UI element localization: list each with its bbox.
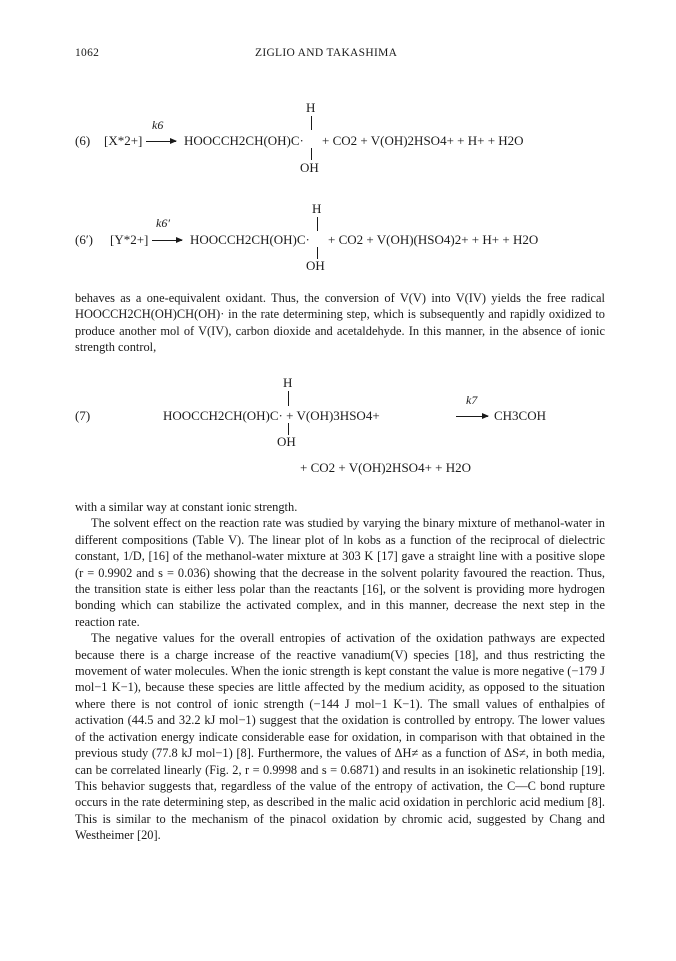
paragraph-oxidant-text: behaves as a one-equivalent oxidant. Thus, the conversion of V(V) into V(IV) yields the free radical HOOCCH2CH(OH)CH(OH)· in the rate determining step, which is subsequently and rapidly oxidized to produce another mol of V(IV), carbon dioxide and acetaldehyde. In this manner, in the absence of ionic strength control, — [75, 291, 605, 355]
eq6-rate-const: k6 — [152, 118, 164, 132]
eq7-product: CH3COH — [494, 408, 547, 423]
eq7-label: (7) — [75, 408, 91, 423]
eq6-products-rest: + CO2 + V(OH)2HSO4+ + H+ + H2O — [322, 133, 524, 148]
paragraph-oxidant — [75, 290, 605, 356]
eq7-second-line: + CO2 + V(OH)2HSO4+ + H2O — [300, 460, 472, 475]
eq6-bottom-bond — [311, 148, 312, 160]
eq6p-label: (6′) — [75, 232, 94, 247]
eq6p-product-main: HOOCCH2CH(OH)C· — [190, 232, 310, 247]
page-number: 1062 — [75, 47, 100, 59]
eq6p-bottom-group: OH — [306, 258, 325, 273]
eq7-rate-const: k7 — [466, 393, 478, 407]
eq6-top-bond — [311, 116, 312, 130]
eq7-top-bond — [288, 391, 289, 406]
eq6-reactant: [X*2+] — [104, 133, 143, 148]
eq6-label: (6) — [75, 133, 91, 148]
eq6-product-main: HOOCCH2CH(OH)C· — [184, 133, 304, 148]
eq6p-arrow — [152, 240, 182, 241]
paragraph-constant-ionic: with a similar way at constant ionic strength. — [75, 500, 298, 514]
eq6p-reactant: [Y*2+] — [110, 232, 149, 247]
eq6p-top-bond — [317, 217, 318, 231]
eq6p-top-atom: H — [312, 201, 322, 216]
paragraph-entropies: The negative values for the overall entropies of activation of the oxidation pathways are expected because there is a charge increase of the reactive vanadium(V) species [18], and thus restricting the movement of water molecules. When the ionic strength is kept constant the value is more negative (−179 J mol−1 K−1), because these species are little affected by the medium acidity, as opposed to the situation where there is not control of ionic strength (−144 J mol−1 K−1). The small values of enthalpies of activation (44.5 and 32.2 kJ mol−1) suggest that the oxidation is controlled by entropy. The lower values of the activation energy indicate considerable ease for oxidation, in comparison with that obtained in the previous study (77.8 kJ mol−1) [8]. Furthermore, the values of ΔH≠ as a function of ΔS≠, in both media, can be correlated linearly (Fig. 2, r = 0.9998 and s = 0.6871) and results in an isokinetic relationship [19]. This behavior suggests that, regardless of the value of the entropy of activation, the C—C bond rupture occurs in the rate determining step, as described in the malic acid oxidation in perchloric acid medium [8]. This is similar to the mechanism of the pinacol oxidation by chromic acid, suggested by Chang and Westheimer [20]. — [75, 631, 605, 843]
eq6p-products-rest: + CO2 + V(OH)(HSO4)2+ + H+ + H2O — [328, 232, 539, 247]
eq7-bottom-group: OH — [277, 434, 296, 449]
eq7-top-atom: H — [283, 375, 293, 390]
eq6-arrow — [146, 141, 176, 142]
body-text — [75, 499, 605, 844]
eq7-reactants: HOOCCH2CH(OH)C· + V(OH)3HSO4+ — [163, 408, 380, 423]
eq7-arrow — [456, 416, 488, 417]
paragraph-solvent-effect: The solvent effect on the reaction rate was studied by varying the binary mixture of methanol-water in different compositions (Table V). The linear plot of ln kobs as a function of the reciprocal of dielectric constant, 1/D, [16] of the methanol-water mixture at 303 K [17] gave a straight line with a positive slope (r = 0.9902 and s = 0.036) showing that the decrease in the solvent polarity favoured the reaction. Thus, the transition state is either less polar than the reactants [16], or the solvent is providing more hydrogen bonding which can stabilize the activated complex, and in this manner, decrease the next step in the reaction rate. — [75, 516, 605, 629]
eq6-top-atom: H — [306, 100, 316, 115]
running-title: ZIGLIO AND TAKASHIMA — [255, 47, 398, 59]
eq6p-rate-const: k6′ — [156, 216, 170, 230]
eq6-bottom-group: OH — [300, 160, 319, 175]
